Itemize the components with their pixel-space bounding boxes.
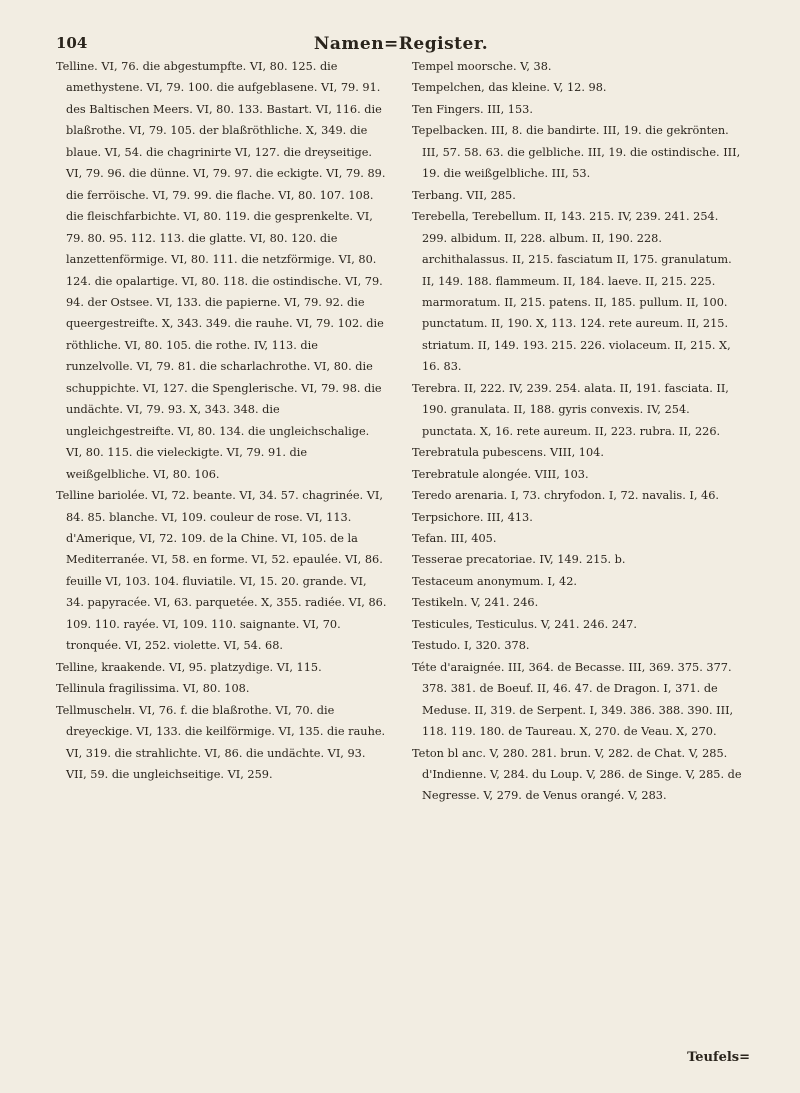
register-entry: Testaceum anonymum. I, 42. [412,574,577,588]
register-entry: Tempelchen, das kleine. V, 12. 98. [412,81,607,95]
register-entry: Terbang. VII, 285. [412,188,516,202]
running-head: Namen=Register. [313,34,489,54]
register-entry: Terebratula pubescens. VIII, 104. [412,446,604,460]
register-entry: Tellmuschelн. VI, 76. f. die blaßrothe. VI, 70. die dreyeckige. VI, 133. die keilförmige. VI, 135. die rauhe. VI, 319. die strahlichte. VI, 86. die undächte. VI, 93. VII, 59. die ungleichseitige. VI, 259. [56,703,386,781]
register-entry: Terebratule alongée. VIII, 103. [412,467,589,481]
register-entry: Tesserae precatoriae. IV, 149. 215. b. [412,553,626,567]
page-number: 104 [56,34,88,52]
register-entry: Telline, kraakende. VI, 95. platzydige. VI, 115. [56,660,322,674]
register-entry: Testudo. I, 320. 378. [412,639,530,653]
register-entry: Terpsichore. III, 413. [412,510,533,524]
register-entry: Ten Fingers. III, 153. [412,102,533,116]
register-entry: Tempel moorsche. V, 38. [412,60,552,73]
register-entry: Tefan. III, 405. [412,531,497,545]
register-entry: Tepelbacken. III, 8. die bandirte. III, 19. die gekrönten. III, 57. 58. 63. die gelbliche. III, 19. die ostindische. III, 19. die weißgelbliche. III, 53. [412,124,741,181]
register-entry: Téte d'araignée. III, 364. de Becasse. III, 369. 375. 377. 378. 381. de Boeuf. II, 46. 47. de Dragon. I, 371. de Meduse. II, 319. de Serpent. I, 349. 386. 388. 390. III, 118. 119. 180. de Taureau. X, 270. de Veau. X, 270. [412,660,734,739]
register-entry: Teredo arenaria. I, 73. chryfodon. I, 72. navalis. I, 46. [412,489,720,503]
register-entry: Tellinula fragilissima. VI, 80. 108. [56,682,250,696]
register-entry: Terebra. II, 222. IV, 239. 254. alata. II, 191. fasciata. II, 190. granulata. II, 188. gyris convexis. IV, 254. punctata. X, 16. rete aureum. II, 223. rubra. II, 226. [412,381,729,438]
register-entry: Telline. VI, 76. die abgestumpfte. VI, 80. 125. die amethystene. VI, 79. 100. die aufgeblasene. VI, 79. 91. des Baltischen Meers. VI, 80. 133. Bastart. VI, 116. die blaßrothe. VI, 79. 105. der blaßröthliche. X, 349. die blaue. VI, 54. die chagrinirte VI, 127. die dreyseitige. VI, 79. 96. die dünne. VI, 79. 97. die eckigte. VI, 79. 89. die ferröische. VI, 79. 99. die flache. VI, 80. 107. 108. die fleischfarbichte. VI, 80. 119. die gesprenkelte. VI, 79. 80. 95. 112. 113. die glatte. VI, 80. 120. die lanzettenförmige. VI, 80. 111. die netzförmige. VI, 80. 124. die opalartige. VI, 80. 118. die ostindische. VI, 79. 94. der Ostsee. VI, 133. die papierne. VI, 79. 92. die queergestreifte. X, 343. 349. die rauhe. VI, 79. 102. die röthliche. VI, 80. 105. die rothe. IV, 113. die runzelvolle. VI, 79. 81. die scharlachrothe. VI, 80. die schuppichte. VI, 127. die Spenglerische. VI, 79. 98. die undächte. VI, 79. 93. X, 343. 348. die ungleichgestreifte. VI, 80. 134. die ungleichschalige. VI, 80. 115. die vieleckigte. VI, 79. 91. die weißgelbliche. VI, 80. 106. [56,60,386,481]
left-column [56,56,388,785]
right-column [412,56,744,807]
register-entry: Testicules, Testiculus. V, 241. 246. 247. [412,617,637,631]
catchword: Teufels= [687,1050,750,1065]
register-entry: Terebella, Terebellum. II, 143. 215. IV, 239. 241. 254. 299. albidum. II, 228. album. II, 190. 228. archithalassus. II, 215. fasciatum II, 175. granulatum. II, 149. 188. flammeum. II, 184. laeve. II, 215. 225. marmoratum. II, 215. patens. II, 185. pullum. II, 100. punctatum. II, 190. X, 113. 124. rete aureum. II, 215. striatum. II, 149. 193. 215. 226. violaceum. II, 215. X, 16. 83. [412,210,732,374]
register-entry: Teton bl anc. V, 280. 281. brun. V, 282. de Chat. V, 285. d'Indienne. V, 284. du Loup. V, 286. de Singe. V, 285. de Negresse. V, 279. de Venus orangé. V, 283. [412,746,742,803]
register-entry: Testikeln. V, 241. 246. [412,596,539,610]
register-entry: Telline bariolée. VI, 72. beante. VI, 34. 57. chagrinée. VI, 84. 85. blanche. VI, 109. couleur de rose. VI, 113. d'Amerique, VI, 72. 109. de la Chine. VI, 105. de la Mediterranée. VI, 58. en forme. VI, 52. epaulée. VI, 86. feuille VI, 103. 104. fluviatile. VI, 15. 20. grande. VI, 34. papyracée. VI, 63. parquetée. X, 355. radiée. VI, 86. 109. 110. rayée. VI, 109. 110. saignante. VI, 70. tronquée. VI, 252. violette. VI, 54. 68. [56,489,387,653]
